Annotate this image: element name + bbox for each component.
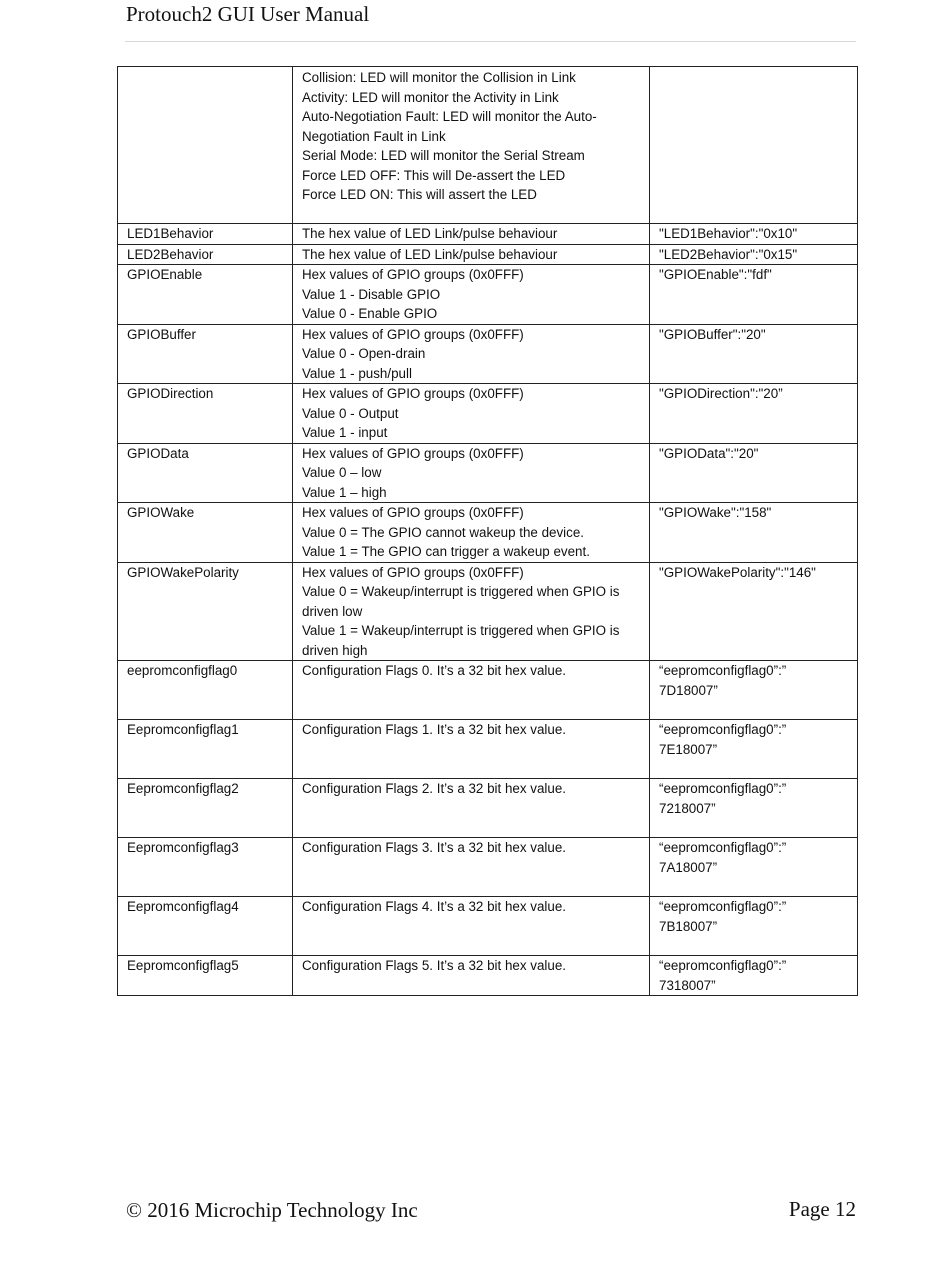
- parameter-example: “eepromconfigflag0”:” 7318007”: [650, 956, 858, 996]
- parameter-name: Eepromconfigflag4: [118, 897, 293, 956]
- parameter-example: "GPIOWake":"158": [650, 503, 858, 563]
- table-row: [118, 384, 858, 444]
- parameter-example: "GPIOEnable":"fdf": [650, 265, 858, 325]
- parameter-name: Eepromconfigflag3: [118, 838, 293, 897]
- parameter-example: "GPIOBuffer":"20": [650, 324, 858, 384]
- parameter-table: [117, 66, 858, 996]
- parameter-description: Configuration Flags 1. It’s a 32 bit hex value.: [293, 720, 650, 779]
- table-row: [118, 224, 858, 245]
- parameter-name: GPIODirection: [118, 384, 293, 444]
- table-row: [118, 265, 858, 325]
- parameter-example: "LED2Behavior":"0x15": [650, 244, 858, 265]
- parameter-name: GPIOWake: [118, 503, 293, 563]
- parameter-description: Configuration Flags 0. It’s a 32 bit hex value.: [293, 661, 650, 720]
- parameter-description: Hex values of GPIO groups (0x0FFF) Value 0 – low Value 1 – high: [293, 443, 650, 503]
- table-row: [118, 956, 858, 996]
- parameter-description: The hex value of LED Link/pulse behaviour: [293, 244, 650, 265]
- parameter-description: Hex values of GPIO groups (0x0FFF) Value 0 = The GPIO cannot wakeup the device. Value 1 = The GPIO can trigger a wakeup event.: [293, 503, 650, 563]
- parameter-example: "GPIODirection":"20”: [650, 384, 858, 444]
- table-row: [118, 562, 858, 661]
- parameter-example: “eepromconfigflag0”:” 7D18007”: [650, 661, 858, 720]
- table-row: [118, 897, 858, 956]
- table-row: [118, 244, 858, 265]
- parameter-example: "LED1Behavior":"0x10": [650, 224, 858, 245]
- parameter-example: “eepromconfigflag0”:” 7218007”: [650, 779, 858, 838]
- parameter-description: Hex values of GPIO groups (0x0FFF) Value 0 - Output Value 1 - input: [293, 384, 650, 444]
- parameter-example: “eepromconfigflag0”:” 7B18007”: [650, 897, 858, 956]
- parameter-name: Eepromconfigflag1: [118, 720, 293, 779]
- parameter-description: Collision: LED will monitor the Collision in Link Activity: LED will monitor the Activity in Link Auto-Negotiation Fault: LED will monitor the Auto-Negotiation Fault in Link Serial Mode: LED will monitor the Serial Stream Force LED OFF: This will De-assert the LED Force LED ON: This will assert the LED: [293, 67, 650, 224]
- page-number: Page 12: [788, 1197, 856, 1221]
- parameter-description: Hex values of GPIO groups (0x0FFF) Value 0 - Open-drain Value 1 - push/pull: [293, 324, 650, 384]
- parameter-name: LED2Behavior: [118, 244, 293, 265]
- table-row: [118, 779, 858, 838]
- table-row: [118, 838, 858, 897]
- parameter-example: “eepromconfigflag0”:” 7E18007”: [650, 720, 858, 779]
- parameter-description: Configuration Flags 4. It’s a 32 bit hex value.: [293, 897, 650, 956]
- parameter-name: GPIOWakePolarity: [118, 562, 293, 661]
- parameter-example: "GPIOWakePolarity":"146": [650, 562, 858, 661]
- table-row: [118, 324, 858, 384]
- parameter-description: The hex value of LED Link/pulse behaviour: [293, 224, 650, 245]
- parameter-name: LED1Behavior: [118, 224, 293, 245]
- parameter-example: “eepromconfigflag0”:” 7A18007”: [650, 838, 858, 897]
- table-row: [118, 720, 858, 779]
- parameter-name: GPIOBuffer: [118, 324, 293, 384]
- table-row: [118, 443, 858, 503]
- parameter-name: eepromconfigflag0: [118, 661, 293, 720]
- parameter-description: Hex values of GPIO groups (0x0FFF) Value 1 - Disable GPIO Value 0 - Enable GPIO: [293, 265, 650, 325]
- document-title: Protouch2 GUI User Manual: [126, 2, 370, 26]
- parameter-description: Hex values of GPIO groups (0x0FFF) Value 0 = Wakeup/interrupt is triggered when GPIO is driven low Value 1 = Wakeup/interrupt is triggered when GPIO is driven high: [293, 562, 650, 661]
- parameter-name: Eepromconfigflag5: [118, 956, 293, 996]
- table-row: [118, 661, 858, 720]
- parameter-name: GPIOEnable: [118, 265, 293, 325]
- parameter-description: Configuration Flags 5. It’s a 32 bit hex value.: [293, 956, 650, 996]
- parameter-example: "GPIOData":"20": [650, 443, 858, 503]
- parameter-description: Configuration Flags 2. It’s a 32 bit hex value.: [293, 779, 650, 838]
- table-row: [118, 503, 858, 563]
- parameter-name: Eepromconfigflag2: [118, 779, 293, 838]
- header-divider: [125, 41, 856, 42]
- parameter-name: [118, 67, 293, 224]
- parameter-description: Configuration Flags 3. It’s a 32 bit hex value.: [293, 838, 650, 897]
- table-row: [118, 67, 858, 224]
- parameter-name: GPIOData: [118, 443, 293, 503]
- copyright-notice: © 2016 Microchip Technology Inc: [126, 1198, 418, 1222]
- parameter-example: [650, 67, 858, 224]
